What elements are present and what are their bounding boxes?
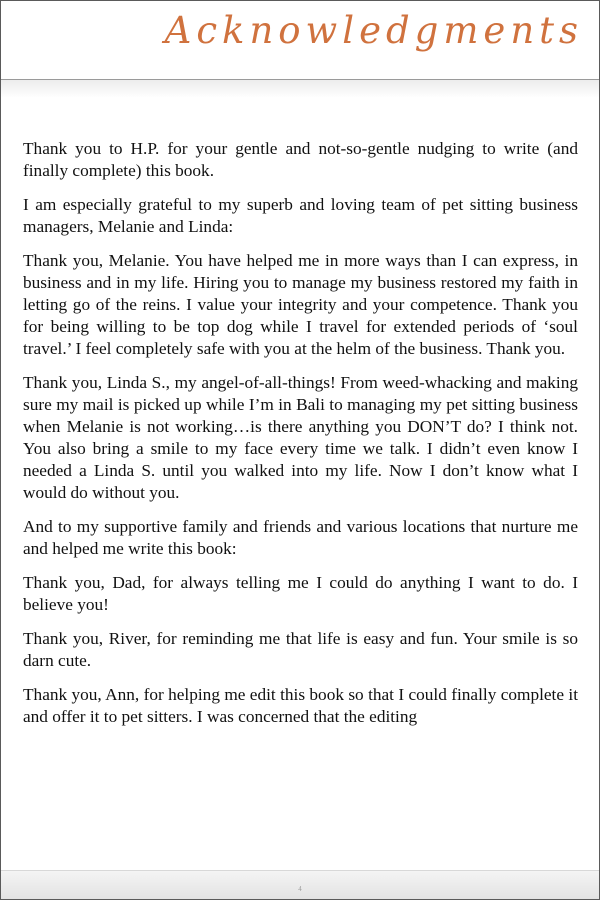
header-shadow bbox=[1, 80, 599, 98]
paragraph-linda: Thank you, Linda S., my angel-of-all-things! From weed-whacking and making sure my mail is picked up while I’m in Bali to managing my pet sitting business when Melanie is not working…is there anything you DON’T do? I think not. You also bring a smile to my face every time we talk. I didn’t even know I needed a Linda S. until you walked into my life. Now I don’t know what I would do without you. bbox=[23, 373, 578, 502]
page-footer bbox=[1, 870, 599, 899]
paragraph-melanie: Thank you, Melanie. You have helped me in more ways than I can express, in business and in my life. Hiring you to manage my business restored my faith in letting go of the reins. I value your integrity and your competence. Thank you for being willing to be top dog while I travel for extended periods of ‘soul travel.’ I feel completely safe with you at the helm of the business. Thank you. bbox=[23, 251, 578, 358]
page-body bbox=[1, 98, 599, 728]
page-header bbox=[1, 1, 599, 80]
page-number: 4 bbox=[298, 885, 302, 893]
paragraph-ann: Thank you, Ann, for helping me edit this book so that I could finally complete it and offer it to pet sitters. I was concerned that the editing bbox=[23, 685, 578, 726]
paragraph-hp-thanks: Thank you to H.P. for your gentle and not-so-gentle nudging to write (and finally complete) this book. bbox=[23, 139, 578, 180]
paragraph-family-intro: And to my supportive family and friends and various locations that nurture me and helped me write this book: bbox=[23, 517, 578, 558]
page-title: Acknowledgments bbox=[164, 9, 583, 52]
paragraph-team-intro: I am especially grateful to my superb and loving team of pet sitting business managers, Melanie and Linda: bbox=[23, 195, 578, 236]
paragraph-river: Thank you, River, for reminding me that life is easy and fun. Your smile is so darn cute. bbox=[23, 629, 578, 670]
paragraph-dad: Thank you, Dad, for always telling me I could do anything I want to do. I believe you! bbox=[23, 573, 578, 614]
